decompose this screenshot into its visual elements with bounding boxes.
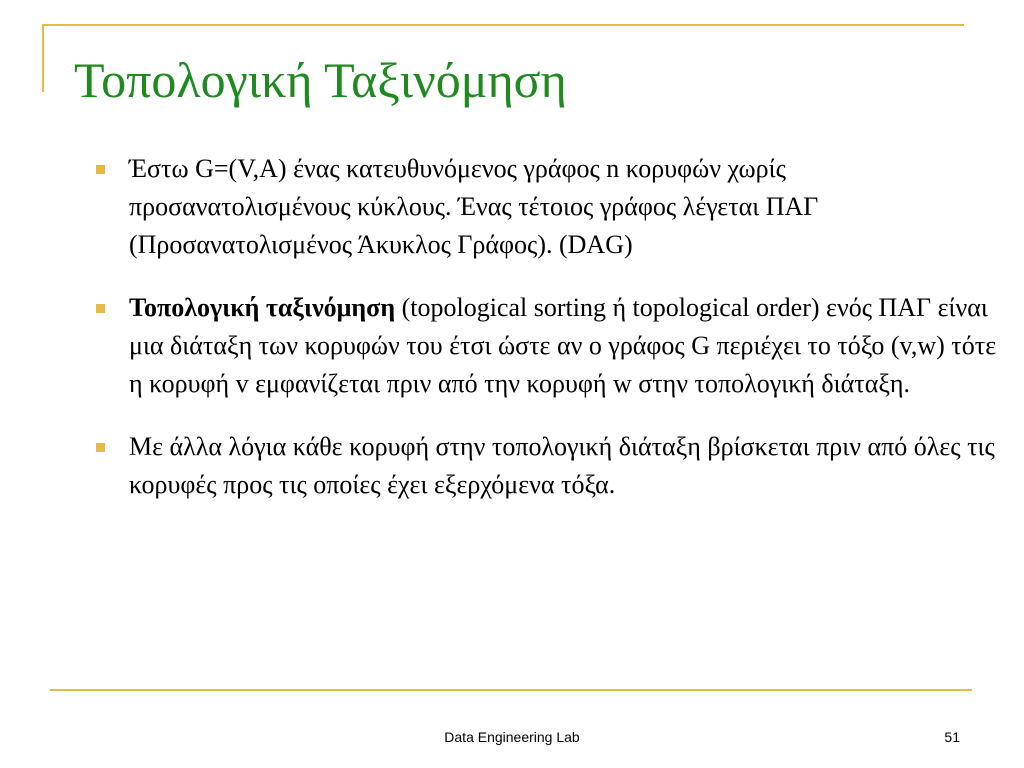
bullet-text-body: (topological sorting ή topological order) ενός ΠΑΓ είναι μια διάταξη των κορυφών του έτσι ώστε αν ο γράφος G περιέχει το τόξο (v,w) τότε η κορυφή v εμφανίζεται πριν από την κορυφή w στην τοπολογική διάταξη.: [129, 293, 997, 398]
bullet-item: [94, 289, 1004, 403]
slide-title: Τοπολογική Ταξινόμηση: [74, 52, 567, 108]
bullet-text: [129, 428, 1004, 504]
bullet-item: [94, 428, 1004, 504]
bullet-text-body: Έστω G=(V,A) ένας κατευθυνόμενος γράφος n κορυφών χωρίς προσανατολισμένους κύκλους. Ένας τέτοιος γράφος λέγεται ΠΑΓ (Προσανατολισμένος Άκυκλος Γράφος). (DAG): [129, 154, 819, 259]
square-bullet-icon: [96, 304, 105, 313]
page-number: 51: [944, 729, 960, 745]
footer-rule: [50, 689, 972, 691]
bullet-bold-term: Τοπολογική ταξινόμηση: [129, 293, 396, 322]
footer-label: Data Engineering Lab: [444, 729, 580, 745]
bullet-text: [129, 150, 1004, 264]
bullet-list: [94, 150, 1004, 529]
bullet-text: [129, 289, 1004, 403]
square-bullet-icon: [96, 443, 105, 452]
title-frame-left-rule: [42, 24, 44, 92]
square-bullet-icon: [96, 165, 105, 174]
bullet-item: [94, 150, 1004, 264]
title-frame-top-rule: [42, 24, 964, 26]
bullet-text-body: Με άλλα λόγια κάθε κορυφή στην τοπολογική διάταξη βρίσκεται πριν από όλες τις κορυφές προς τις οποίες έχει εξερχόμενα τόξα.: [129, 432, 995, 499]
